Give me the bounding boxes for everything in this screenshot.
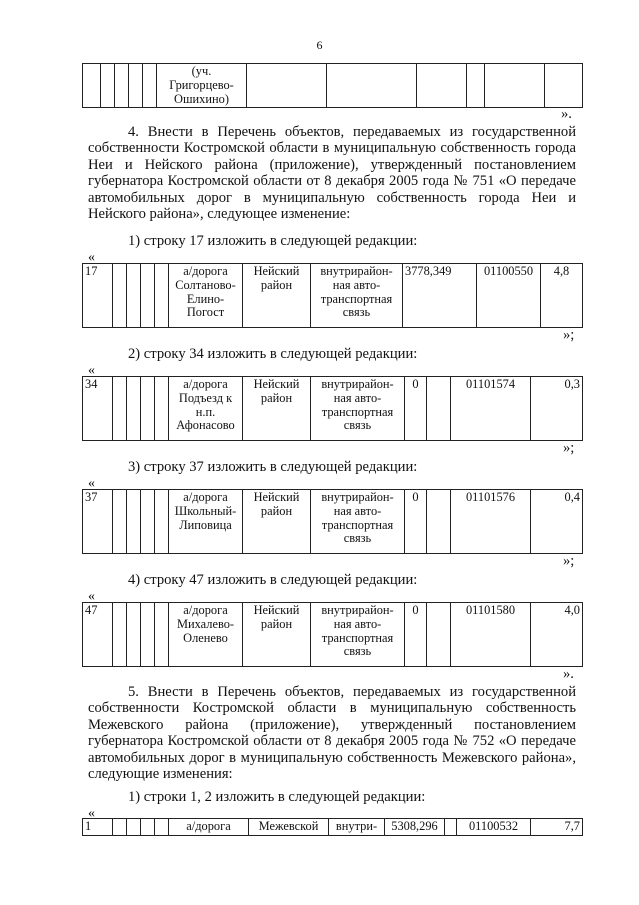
item-intro: 1) строки 1, 2 изложить в следующей редакции: bbox=[128, 789, 426, 805]
cell-road: а/дорога bbox=[169, 819, 249, 836]
page-number: 6 bbox=[316, 38, 323, 52]
record-table-row-47 bbox=[82, 602, 583, 667]
item-intro: 1) строку 17 изложить в следующей редакции: bbox=[128, 233, 418, 249]
cell-code: 01101576 bbox=[451, 490, 531, 554]
cell-value: 0 bbox=[405, 377, 427, 441]
record-table-row-37 bbox=[82, 489, 583, 554]
record-table-row-1 bbox=[82, 818, 583, 836]
cell-type: внутрирайон- ная авто- транспортная связь bbox=[311, 264, 403, 328]
cell-value: 5308,296 bbox=[385, 819, 445, 836]
cell-type: внутри- bbox=[329, 819, 385, 836]
cell-code: 01100550 bbox=[477, 264, 541, 328]
cell-district: Межевской bbox=[249, 819, 329, 836]
cell-num: 37 bbox=[83, 490, 113, 554]
cell-code: 01101580 bbox=[451, 603, 531, 667]
cell-num bbox=[83, 64, 101, 108]
closing-quote: »; bbox=[563, 553, 575, 569]
cell-district: Нейский район bbox=[243, 603, 311, 667]
cell-road: а/дорога Михалево- Оленево bbox=[169, 603, 243, 667]
opening-quote: « bbox=[88, 806, 95, 821]
cell-code: 01101574 bbox=[451, 377, 531, 441]
paragraph-4: 4. Внести в Перечень объектов, передаваемых из государственной собственности Костромской области в муниципальную собственность города Неи и Нейского района (приложение), утвержденный постановлением губернатора Костромской области от 8 декабря 2005 года № 751 «О передаче автомобильных дорог в муниципальную собственность города Неи и Нейского района», следующее изменение: bbox=[88, 124, 576, 223]
cell-district: Нейский район bbox=[243, 377, 311, 441]
item-intro: 4) строку 47 изложить в следующей редакции: bbox=[128, 572, 418, 588]
cell-type: внутрирайон- ная авто- транспортная связь bbox=[311, 603, 405, 667]
record-table-row-17 bbox=[82, 263, 583, 328]
item-intro: 3) строку 37 изложить в следующей редакции: bbox=[128, 459, 418, 475]
closing-quote: ». bbox=[563, 666, 574, 682]
item-intro: 2) строку 34 изложить в следующей редакции: bbox=[128, 346, 418, 362]
cell-num: 47 bbox=[83, 603, 113, 667]
cell-road: а/дорога Подъезд к н.п. Афонасово bbox=[169, 377, 243, 441]
opening-quote: « bbox=[88, 589, 95, 604]
cell-district: Нейский район bbox=[243, 264, 311, 328]
paragraph-5: 5. Внести в Перечень объектов, передаваемых из государственной собственности Костромской области в муниципальную собственность Межевского района (приложение), утвержденный постановлением губернатора Костромской области от 8 декабря 2005 года № 752 «О передаче автомобильных дорог в муниципальную собственность Межевского района», следующие изменения: bbox=[88, 684, 576, 783]
cell-code: 01100532 bbox=[457, 819, 531, 836]
record-table-continuation bbox=[82, 63, 583, 108]
cell-length: 4,8 bbox=[541, 264, 583, 328]
opening-quote: « bbox=[88, 363, 95, 378]
cell-value: 0 bbox=[405, 490, 427, 554]
cell-road: а/дорога Школьный- Липовица bbox=[169, 490, 243, 554]
cell-length: 0,3 bbox=[531, 377, 583, 441]
closing-quote: ». bbox=[561, 106, 572, 122]
cell-value: 0 bbox=[405, 603, 427, 667]
cell-length: 4,0 bbox=[531, 603, 583, 667]
cell-num: 1 bbox=[83, 819, 113, 836]
cell-num: 17 bbox=[83, 264, 113, 328]
cell-type: внутрирайон- ная авто- транспортная связь bbox=[311, 490, 405, 554]
closing-quote: »; bbox=[563, 440, 575, 456]
cell-road: (уч. Григорцево- Ошихино) bbox=[157, 64, 247, 108]
cell-road: а/дорога Солтаново- Елино- Погост bbox=[169, 264, 243, 328]
cell-num: 34 bbox=[83, 377, 113, 441]
cell-length: 0,4 bbox=[531, 490, 583, 554]
record-table-row-34 bbox=[82, 376, 583, 441]
opening-quote: « bbox=[88, 250, 95, 265]
cell-length: 7,7 bbox=[531, 819, 583, 836]
cell-value: 3778,349 bbox=[403, 264, 477, 328]
closing-quote: »; bbox=[563, 327, 575, 343]
cell-type: внутрирайон- ная авто- транспортная связь bbox=[311, 377, 405, 441]
cell-district: Нейский район bbox=[243, 490, 311, 554]
opening-quote: « bbox=[88, 476, 95, 491]
